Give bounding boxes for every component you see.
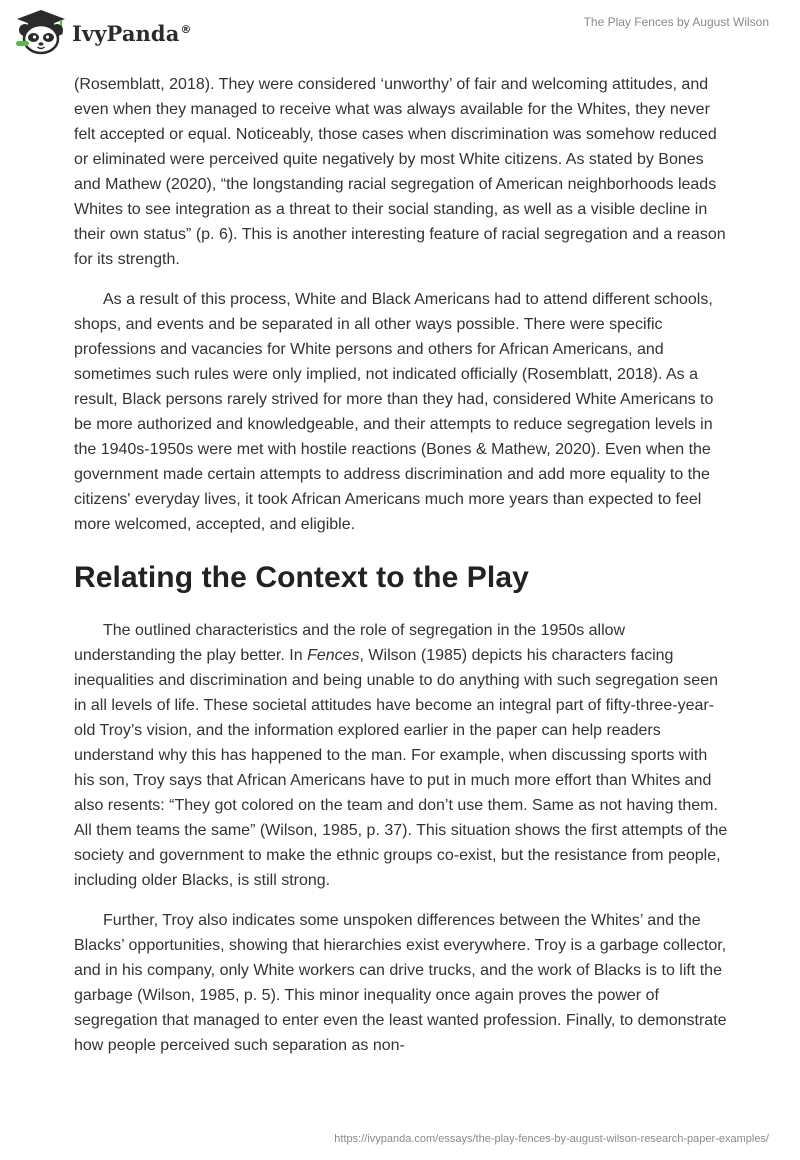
paragraph-3: The outlined characteristics and the role of segregation in the 1950s allow understanding the play better. In Fences, Wilson (1985) depicts his characters facing inequalities and discrimination and being unable to do anything with such segregation seen in all levels of life. These societal attitudes have become an integral part of fifty-three-year-old Troy’s vision, and the information explored earlier in the paper can help readers understand why this has happened to the man. For example, when discussing sports with his son, Troy says that African Americans have to put in much more effort than Whites and also resents: “They got colored on the team and don’t use them. Same as not having them. All them teams the same” (Wilson, 1985, p. 37). This situation shows the first attempts of the society and government to make the ethnic groups co-exist, but the resistance from people, including older Blacks, is still strong. [74,622,728,889]
section-heading: Relating the Context to the Play [74,561,529,594]
essay-body [74,72,730,1073]
paragraph-1: (Rosemblatt, 2018). They were considered ‘unworthy’ of fair and welcoming attitudes, and even when they managed to receive what was always available for the Whites, they never felt accepted or equal. Noticeably, those cases when discrimination was somehow reduced or eliminated were perceived quite negatively by most White citizens. As stated by Bones and Mathew (2020), “the longstanding racial segregation of American neighborhoods leads Whites to see integration as a threat to their social standing, as well as a visible decline in their own status” (p. 6). This is another interesting feature of racial segregation and a reason for its strength. [74,76,726,268]
panda-graduate-icon [14,8,68,56]
source-url-link[interactable]: https://ivypanda.com/essays/the-play-fences-by-august-wilson-research-paper-examples/ [334,1133,769,1145]
play-title: Fences [307,647,360,664]
paragraph-4: Further, Troy also indicates some unspoken differences between the Whites’ and the Blacks’ opportunities, showing that hierarchies exist everywhere. Troy is a garbage collector, and in his company, only White workers can drive trucks, and the work of Blacks is to lift the garbage (Wilson, 1985, p. 5). This minor inequality once again proves the power of segregation that managed to enter even the least wanted profession. Finally, to demonstrate how people perceived such separation as non- [74,912,727,1054]
paragraph-2: As a result of this process, White and Black Americans had to attend different schools, shops, and events and be separated in all other ways possible. There were specific professions and vacancies for White persons and others for African Americans, and sometimes such rules were only implied, not indicated officially (Rosemblatt, 2018). As a result, Black persons rarely strived for more than they had, considered White Americans to be more authorized and knowledgeable, and their attempts to reduce segregation levels in the 1940s-1950s were met with hostile reactions (Bones & Mathew, 2020). Even when the government made certain attempts to address discrimination and add more equality to the citizens' everyday lives, it took African Americans much more years than expected to feel more welcomed, accepted, and eligible. [74,291,714,533]
page-header [0,0,800,64]
logo-wordmark: IvyPanda® [72,20,192,46]
document-title: The Play Fences by August Wilson [583,15,769,29]
ivypanda-logo[interactable] [14,8,192,56]
